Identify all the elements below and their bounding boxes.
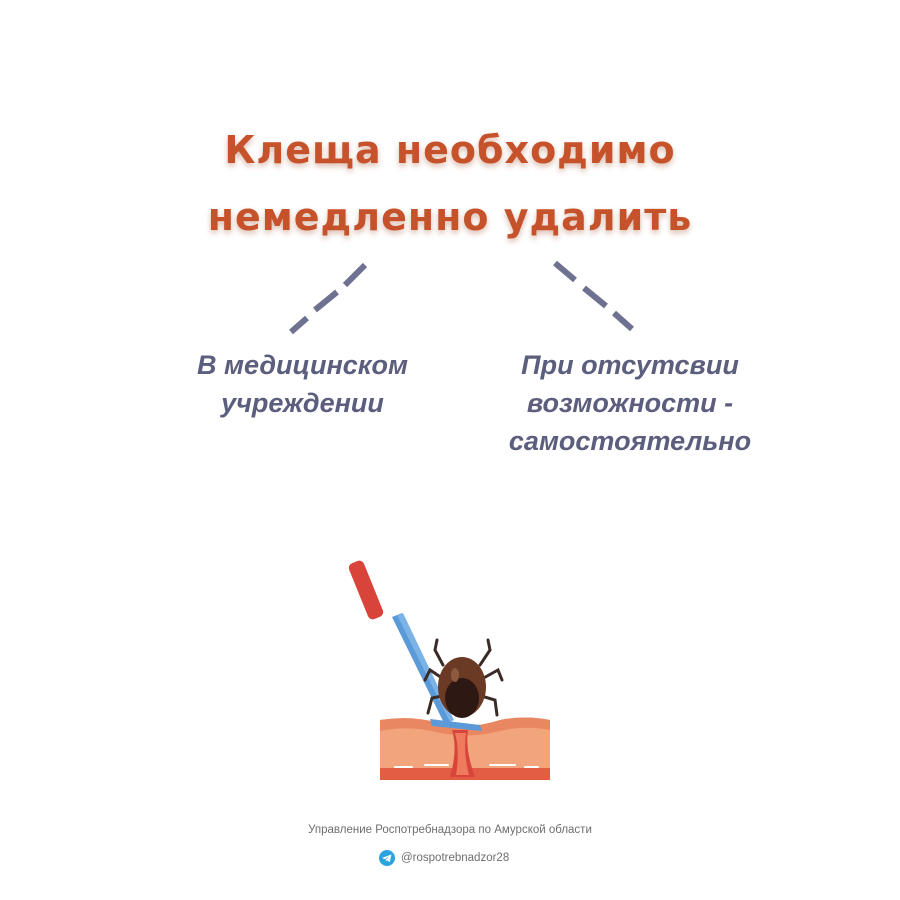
branch-medical-facility [170,346,435,422]
tick-removal-with-tweezers-icon [340,555,560,795]
branch-right-line-2: возможности - [526,388,734,418]
branch-right-line-3: самостоятельно [508,426,752,456]
footer-organization: Управление Роспотребнадзора по Амурской области [308,824,592,836]
branch-right-line-1: При отсутсвии [521,350,739,380]
telegram-handle-text: @rospotrebnadzor28 [401,852,510,864]
title-line-1: Клеща необходимо [224,128,676,172]
branch-left-line-1: В медицинском [197,350,408,380]
footer-telegram-handle[interactable] [379,850,509,866]
right-dashed-connector [555,263,632,329]
branch-self-removal [505,346,755,460]
title-line-2: немедленно удалить [207,195,693,239]
telegram-icon [379,850,395,866]
branch-left-line-2: учреждении [221,388,384,418]
left-dashed-connector [291,265,365,332]
